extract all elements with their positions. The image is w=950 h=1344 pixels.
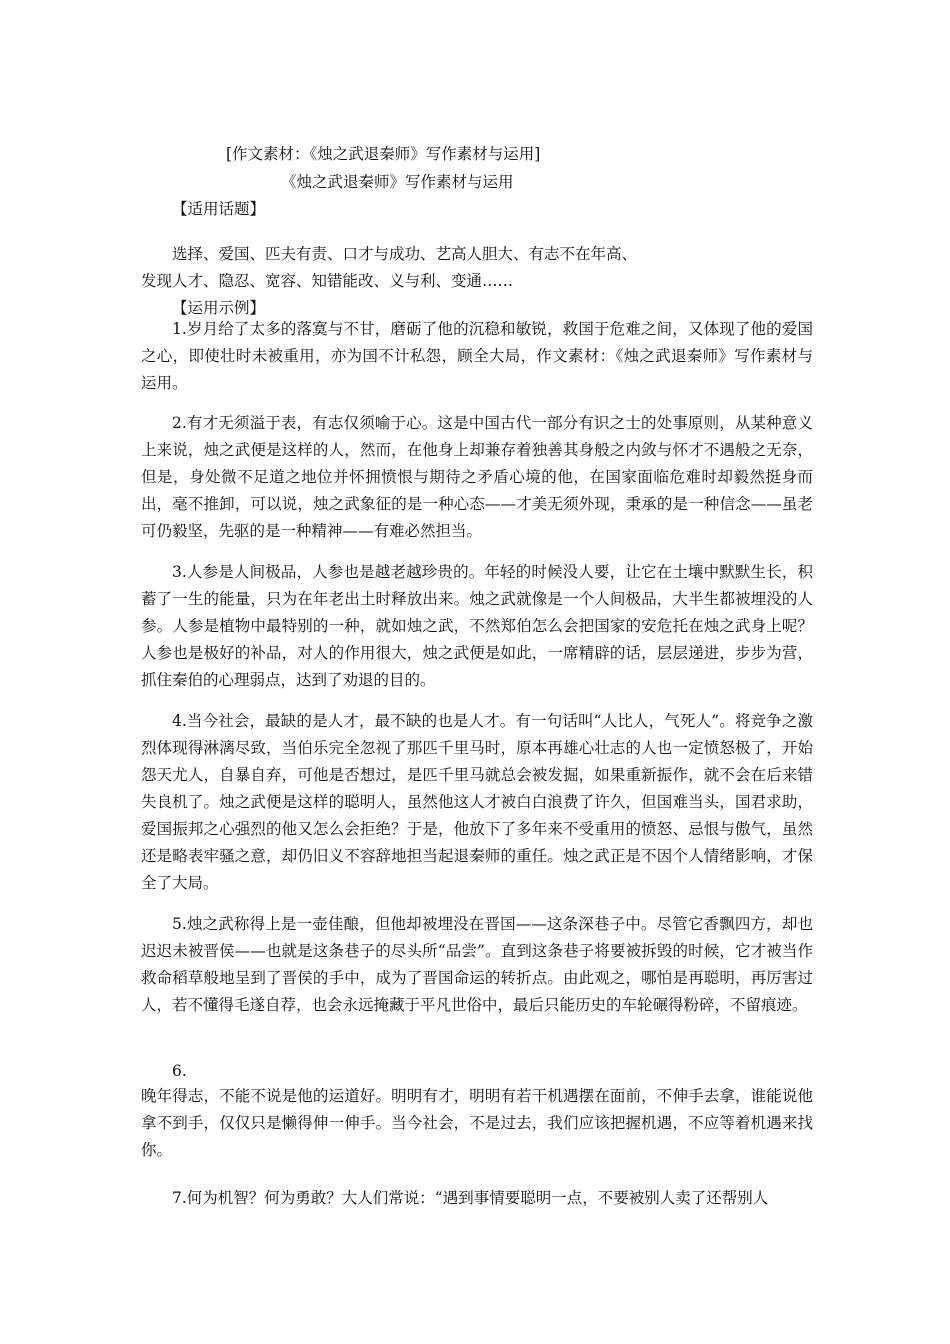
topics-line-2: 发现人才、隐忍、宽容、知错能改、义与利、变通…… xyxy=(141,272,514,290)
example-paragraph-5: 5.烛之武称得上是一壶佳酿，但他却被埋没在晋国——这条深巷子中。尽管它香飘四方，却也迟迟未被晋侯——也就是这条巷子的尽头所“品尝”。直到这条巷子将要被拆毁的时候，它才被当作救命稻草般地呈到了晋侯的手中，成为了晋国命运的转折点。由此观之，哪怕是再聪明，再厉害过人，若不懂得毛遂自荐，也会永远掩藏于平凡世俗中，最后只能历史的车轮碾得粉碎，不留痕迹。 xyxy=(141,915,813,1014)
document-title: 《烛之武退秦师》写作素材与运用 xyxy=(281,173,514,191)
topics-line-1: 选择、爱国、匹夫有责、口才与成功、艺高人胆大、有志不在年高、 xyxy=(172,245,638,263)
example-paragraph-3: 3.人参是人间极品，人参也是越老越珍贵的。年轻的时候没人要，让它在土壤中默默生长，积蓄了一生的能量，只为在年老出土时释放出来。烛之武就像是一个人间极品，大半生都被埋没的人参。人参是植物中最特别的一种，就如烛之武，不然郑伯怎么会把国家的安危托在烛之武身上呢？人参也是极好的补品，对人的作用很大，烛之武便是如此，一席精辟的话，层层递进，步步为营，抓住秦伯的心理弱点，达到了劝退的目的。 xyxy=(141,563,813,689)
heading-usage-examples: 【运用示例】 xyxy=(172,299,266,317)
example-paragraph-7: 7.何为机智？何为勇敢？大人们常说：“遇到事情要聪明一点，不要被别人卖了还帮别人 xyxy=(172,1189,769,1207)
heading-applicable-topics: 【适用话题】 xyxy=(172,200,266,218)
example-paragraph-6: 晚年得志，不能不说是他的运道好。明明有才，明明有若干机遇摆在面前，不伸手去拿，谁能说他拿不到手，仅仅只是懒得伸一伸手。当今社会，不是过去，我们应该把握机遇，不应等着机遇来找你。 xyxy=(141,1087,813,1159)
example-number-6: 6. xyxy=(172,1062,187,1080)
example-paragraph-2: 2.有才无须溢于表，有志仅须喻于心。这是中国古代一部分有识之士的处事原则，从某种意义上来说，烛之武便是这样的人，然而，在他身上却兼存着独善其身般之内敛与怀才不遇般之无奈，但是，身处微不足道之地位并怀拥愤恨与期待之矛盾心境的他，在国家面临危难时却毅然挺身而出，毫不推卸，可以说，烛之武象征的是一种心态——才美无须外现，秉承的是一种信念——虽老可仍毅坚，先驱的是一种精神——有难必然担当。 xyxy=(141,414,813,540)
document-title-bracketed: [作文素材：《烛之武退秦师》写作素材与运用] xyxy=(226,145,541,163)
example-paragraph-1: 1.岁月给了太多的落寞与不甘，磨砺了他的沉稳和敏锐，救国于危难之间，又体现了他的爱国之心，即使壮时未被重用，亦为国不计私怨，顾全大局，作文素材：《烛之武退秦师》写作素材与运用。 xyxy=(141,320,813,392)
example-paragraph-4: 4.当今社会，最缺的是人才，最不缺的也是人才。有一句话叫“人比人，气死人”。将竞争之激烈体现得淋漓尽致，当伯乐完全忽视了那匹千里马时，原本再雄心壮志的人也一定愤怒极了，开始怨天尤人，自暴自弃，可他是否想过，是匹千里马就总会被发掘，如果重新振作，就不会在后来错失良机了。烛之武便是这样的聪明人，虽然他这人才被白白浪费了许久，但国难当头，国君求助，爱国振邦之心强烈的他又怎么会拒绝？于是，他放下了多年来不受重用的愤怒、忌恨与傲气，虽然还是略表牢骚之意，却仍旧义不容辞地担当起退秦师的重任。烛之武正是不因个人情绪影响，才保全了大局。 xyxy=(141,712,813,892)
